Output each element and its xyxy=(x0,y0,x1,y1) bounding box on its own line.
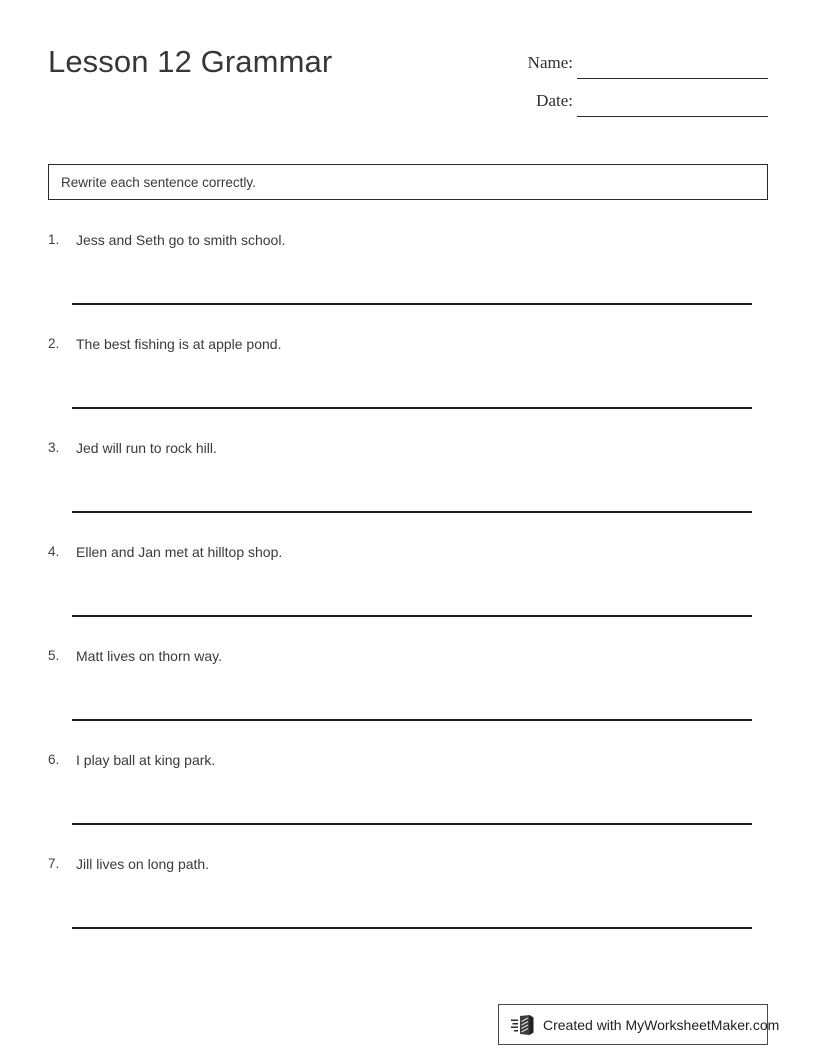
problem-item xyxy=(48,332,768,436)
problem-item xyxy=(48,852,768,956)
problem-number: 3. xyxy=(48,440,60,455)
problem-item xyxy=(48,748,768,852)
worksheet-maker-logo-icon xyxy=(511,1013,537,1037)
problem-sentence: Jess and Seth go to smith school. xyxy=(76,232,286,248)
name-date-block xyxy=(510,50,768,126)
created-with-badge[interactable] xyxy=(498,1004,780,1045)
name-field-input[interactable] xyxy=(577,78,768,79)
problem-sentence: Matt lives on thorn way. xyxy=(76,648,223,664)
worksheet-header xyxy=(48,42,768,122)
problem-number: 7. xyxy=(48,856,60,871)
problem-item xyxy=(48,228,768,332)
problem-item xyxy=(48,540,768,644)
problem-number: 5. xyxy=(48,648,60,663)
answer-line[interactable] xyxy=(72,615,752,617)
answer-line[interactable] xyxy=(72,511,752,513)
badge-label: Created with MyWorksheetMaker.com xyxy=(543,1016,780,1033)
problem-number: 1. xyxy=(48,232,60,247)
date-field-label: Date: xyxy=(536,91,573,110)
problem-item xyxy=(48,644,768,748)
problem-number: 4. xyxy=(48,544,60,559)
problem-sentence: The best fishing is at apple pond. xyxy=(76,336,282,352)
problem-list xyxy=(48,228,768,956)
problem-sentence: Ellen and Jan met at hilltop shop. xyxy=(76,544,283,560)
name-field-label: Name: xyxy=(527,53,573,72)
problem-sentence: Jill lives on long path. xyxy=(76,856,210,872)
answer-line[interactable] xyxy=(72,927,752,929)
answer-line[interactable] xyxy=(72,823,752,825)
instruction-text: Rewrite each sentence correctly. xyxy=(61,175,256,190)
answer-line[interactable] xyxy=(72,303,752,305)
answer-line[interactable] xyxy=(72,407,752,409)
problem-number: 6. xyxy=(48,752,60,767)
date-field-input[interactable] xyxy=(577,116,768,117)
problem-number: 2. xyxy=(48,336,60,351)
answer-line[interactable] xyxy=(72,719,752,721)
instruction-box xyxy=(48,164,768,200)
problem-item xyxy=(48,436,768,540)
date-field-row xyxy=(510,88,768,126)
name-field-row xyxy=(510,50,768,88)
badge-content xyxy=(499,1005,780,1044)
problem-sentence: I play ball at king park. xyxy=(76,752,216,768)
page-title: Lesson 12 Grammar xyxy=(48,44,333,79)
problem-sentence: Jed will run to rock hill. xyxy=(76,440,217,456)
